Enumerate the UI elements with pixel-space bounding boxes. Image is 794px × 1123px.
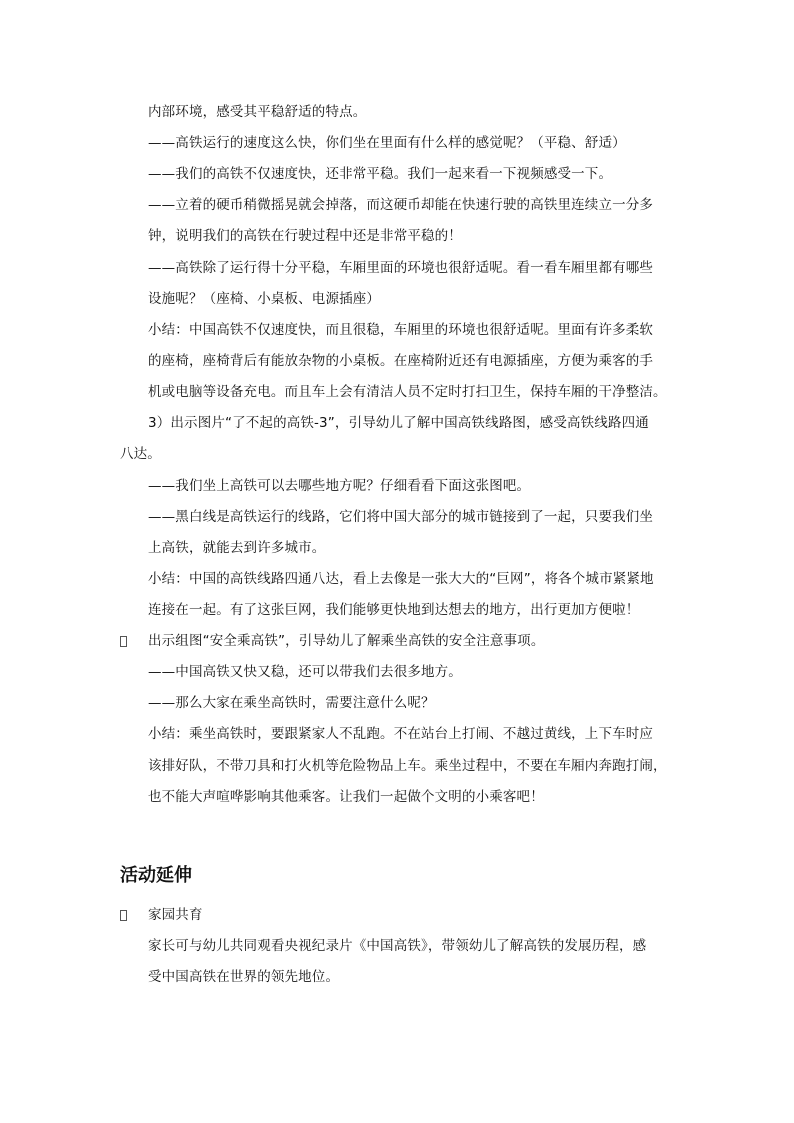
paragraph-line: 小结：中国的高铁线路四通八达，看上去像是一张大大的“巨网”，将各个城市紧紧地: [148, 571, 654, 587]
paragraph-line: 连接在一起。有了这张巨网，我们能够更快地到达想去的地方，出行更加方便啦！: [148, 602, 640, 618]
paragraph-line: ——黑白线是高铁运行的线路，它们将中国大部分的城市链接到了一起，只要我们坐: [148, 509, 654, 525]
paragraph-line: ——高铁除了运行得十分平稳，车厢里面的环境也很舒适呢。看一看车厢里都有哪些: [148, 260, 654, 276]
paragraph-line: 八达。: [120, 446, 161, 462]
paragraph-line: ——那么大家在乘坐高铁时，需要注意什么呢？: [148, 695, 435, 711]
paragraph-line: 受中国高铁在世界的领先地位。: [148, 969, 340, 985]
paragraph-line: ——高铁运行的速度这么快，你们坐在里面有什么样的感觉呢？（平稳、舒适）: [148, 135, 626, 151]
paragraph-line: ——我们坐上高铁可以去哪些地方呢？仔细看看下面这张图吧。: [148, 478, 531, 494]
paragraph-line: 内部环境，感受其平稳舒适的特点。: [148, 104, 367, 120]
paragraph-line: 机或电脑等设备充电。而且车上会有清洁人员不定时打扫卫生，保持车厢的干净整洁。: [148, 384, 667, 400]
paragraph-line: 小结：中国高铁不仅速度快，而且很稳，车厢里的环境也很舒适呢。里面有许多柔软: [148, 322, 654, 338]
paragraph-line: ——中国高铁又快又稳，还可以带我们去很多地方。: [148, 664, 462, 680]
paragraph-line: 3）出示图片“了不起的高铁-3”，引导幼儿了解中国高铁线路图，感受高铁线路四通: [148, 415, 649, 431]
list-item-text: 家园共育: [148, 907, 203, 923]
list-bullet-icon: [120, 636, 127, 647]
paragraph-line: 的座椅，座椅背后有能放杂物的小桌板。在座椅附近还有电源插座，方便为乘客的手: [148, 353, 654, 369]
paragraph-line: ——立着的硬币稍微摇晃就会掉落，而这硬币却能在快速行驶的高铁里连续立一分多: [148, 197, 654, 213]
section-heading: 活动延伸: [120, 865, 192, 886]
paragraph-line: 钟，说明我们的高铁在行驶过程中还是非常平稳的！: [148, 228, 462, 244]
paragraph-line: 该排好队，不带刀具和打火机等危险物品上车。乘坐过程中，不要在车厢内奔跑打闹，: [148, 758, 667, 774]
list-bullet-icon: [120, 910, 127, 921]
paragraph-line: 设施呢？（座椅、小桌板、电源插座）: [148, 291, 381, 307]
paragraph-line: 也不能大声喧哗影响其他乘客。让我们一起做个文明的小乘客吧！: [148, 789, 544, 805]
paragraph-line: 小结：乘坐高铁时，要跟紧家人不乱跑。不在站台上打闹、不越过黄线，上下车时应: [148, 726, 654, 742]
paragraph-line: 上高铁，就能去到许多城市。: [148, 540, 326, 556]
list-item-text: 出示组图“安全乘高铁”，引导幼儿了解乘坐高铁的安全注意事项。: [148, 633, 545, 649]
paragraph-line: 家长可与幼儿共同观看央视纪录片《中国高铁》，带领幼儿了解高铁的发展历程，感: [148, 938, 647, 954]
paragraph-line: ——我们的高铁不仅速度快，还非常平稳。我们一起来看一下视频感受一下。: [148, 166, 613, 182]
